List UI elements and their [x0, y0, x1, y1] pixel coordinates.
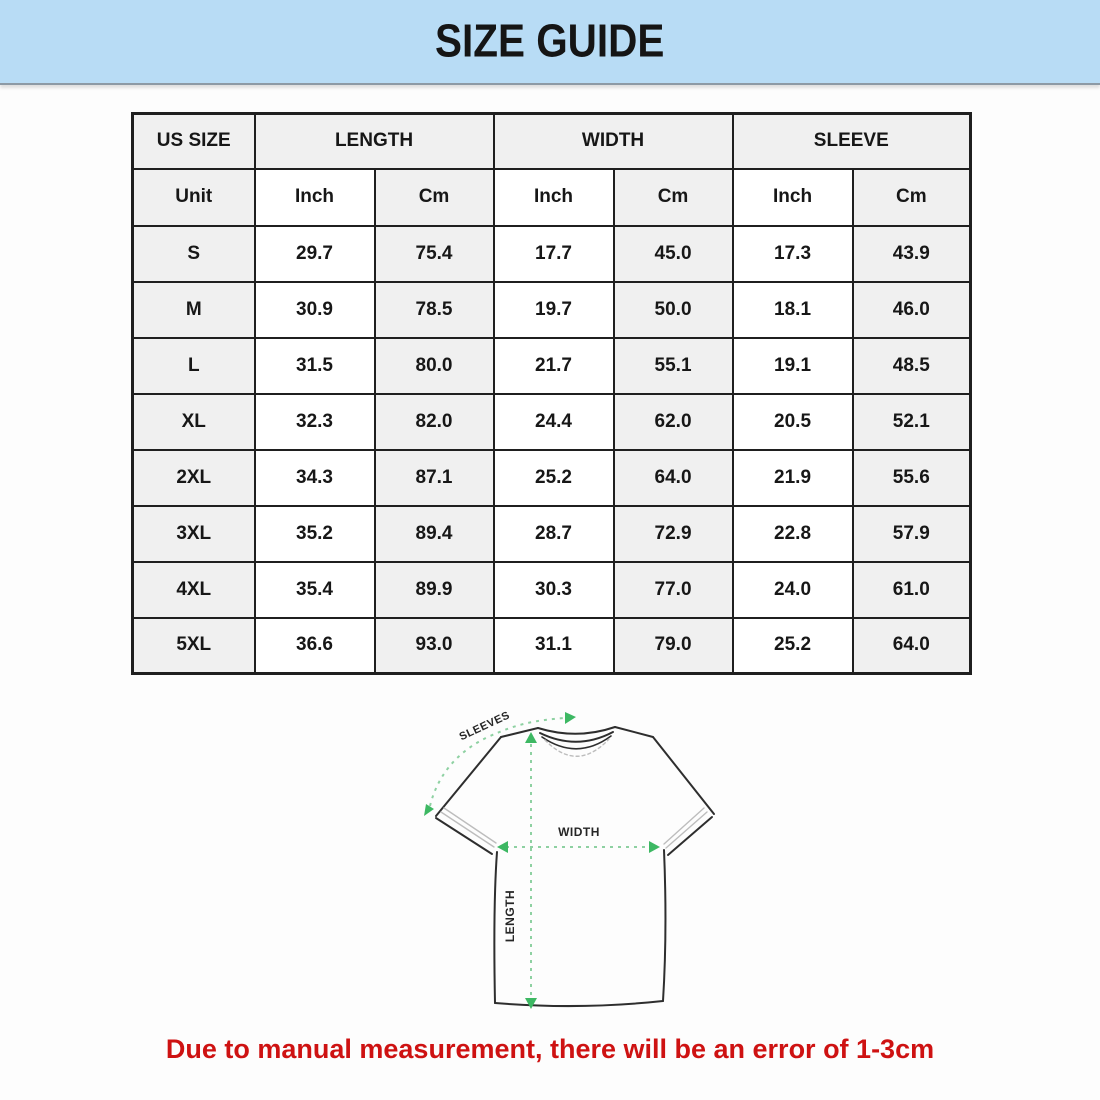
unit-cell-cm: Cm	[375, 169, 494, 226]
unit-cell-inch: Inch	[733, 169, 853, 226]
table-cell: 35.2	[255, 506, 375, 562]
table-cell: 17.7	[494, 226, 614, 282]
sleeve-arrow-end-icon	[565, 712, 576, 724]
table-cell: 29.7	[255, 226, 375, 282]
table-cell: 80.0	[375, 338, 494, 394]
size-label: 2XL	[133, 450, 255, 506]
table-cell: 62.0	[614, 394, 733, 450]
size-label: 5XL	[133, 618, 255, 674]
size-chart-table	[131, 112, 972, 675]
table-cell: 17.3	[733, 226, 853, 282]
diagram-labels	[458, 709, 600, 942]
table-cell: 25.2	[494, 450, 614, 506]
column-header-us-size: US SIZE	[133, 114, 255, 169]
table-cell: 57.9	[853, 506, 971, 562]
table-cell: 64.0	[614, 450, 733, 506]
table-row	[133, 506, 971, 562]
size-label: M	[133, 282, 255, 338]
table-cell: 89.4	[375, 506, 494, 562]
size-label: 4XL	[133, 562, 255, 618]
table-cell: 31.1	[494, 618, 614, 674]
table-row	[133, 226, 971, 282]
tshirt-diagram	[398, 688, 740, 1024]
table-cell: 31.5	[255, 338, 375, 394]
table-cell: 52.1	[853, 394, 971, 450]
table-cell: 36.6	[255, 618, 375, 674]
table-cell: 75.4	[375, 226, 494, 282]
table-cell: 87.1	[375, 450, 494, 506]
table-cell: 32.3	[255, 394, 375, 450]
measurement-disclaimer: Due to manual measurement, there will be an error of 1-3cm	[165, 1034, 935, 1064]
size-label: L	[133, 338, 255, 394]
table-cell: 77.0	[614, 562, 733, 618]
table-cell: 20.5	[733, 394, 853, 450]
table-cell: 21.9	[733, 450, 853, 506]
column-header-width: WIDTH	[494, 114, 733, 169]
table-cell: 19.1	[733, 338, 853, 394]
width-label: WIDTH	[558, 825, 600, 839]
table-row	[133, 562, 971, 618]
table-cell: 35.4	[255, 562, 375, 618]
length-label: LENGTH	[503, 889, 517, 943]
table-cell: 79.0	[614, 618, 733, 674]
table-header-row	[133, 114, 971, 169]
length-arrow-up-icon	[525, 732, 537, 743]
unit-cell-cm: Cm	[853, 169, 971, 226]
table-cell: 72.9	[614, 506, 733, 562]
width-arrow-left-icon	[497, 841, 508, 853]
table-cell: 18.1	[733, 282, 853, 338]
table-cell: 22.8	[733, 506, 853, 562]
sleeves-label: SLEEVES	[457, 709, 512, 744]
table-row	[133, 338, 971, 394]
table-cell: 93.0	[375, 618, 494, 674]
column-header-sleeve: SLEEVE	[733, 114, 971, 169]
table-cell: 34.3	[255, 450, 375, 506]
table-cell: 82.0	[375, 394, 494, 450]
table-cell: 19.7	[494, 282, 614, 338]
unit-cell-cm: Cm	[614, 169, 733, 226]
table-cell: 24.4	[494, 394, 614, 450]
tshirt-outline	[436, 727, 714, 1006]
table-row	[133, 618, 971, 674]
width-arrow-right-icon	[649, 841, 660, 853]
size-guide-banner	[0, 0, 1100, 85]
table-row	[133, 450, 971, 506]
size-guide-title: SIZE GUIDE	[435, 15, 665, 67]
size-label: 3XL	[133, 506, 255, 562]
table-cell: 28.7	[494, 506, 614, 562]
table-cell: 78.5	[375, 282, 494, 338]
table-cell: 25.2	[733, 618, 853, 674]
table-cell: 61.0	[853, 562, 971, 618]
table-cell: 48.5	[853, 338, 971, 394]
column-header-length: LENGTH	[255, 114, 494, 169]
table-cell: 46.0	[853, 282, 971, 338]
table-cell: 89.9	[375, 562, 494, 618]
table-cell: 30.3	[494, 562, 614, 618]
table-cell: 55.6	[853, 450, 971, 506]
measurement-arrows	[424, 712, 660, 1009]
sleeve-arrow-line	[430, 718, 565, 806]
unit-cell-inch: Inch	[494, 169, 614, 226]
table-cell: 24.0	[733, 562, 853, 618]
table-cell: 43.9	[853, 226, 971, 282]
table-cell: 55.1	[614, 338, 733, 394]
size-label: XL	[133, 394, 255, 450]
table-cell: 30.9	[255, 282, 375, 338]
table-cell: 50.0	[614, 282, 733, 338]
length-arrow-down-icon	[525, 998, 537, 1009]
table-cell: 45.0	[614, 226, 733, 282]
unit-header-row	[133, 169, 971, 226]
table-cell: 21.7	[494, 338, 614, 394]
size-label: S	[133, 226, 255, 282]
unit-cell-inch: Inch	[255, 169, 375, 226]
table-row	[133, 282, 971, 338]
sleeve-arrow-start-icon	[424, 804, 434, 816]
table-cell: 64.0	[853, 618, 971, 674]
unit-header-cell: Unit	[133, 169, 255, 226]
table-row	[133, 394, 971, 450]
